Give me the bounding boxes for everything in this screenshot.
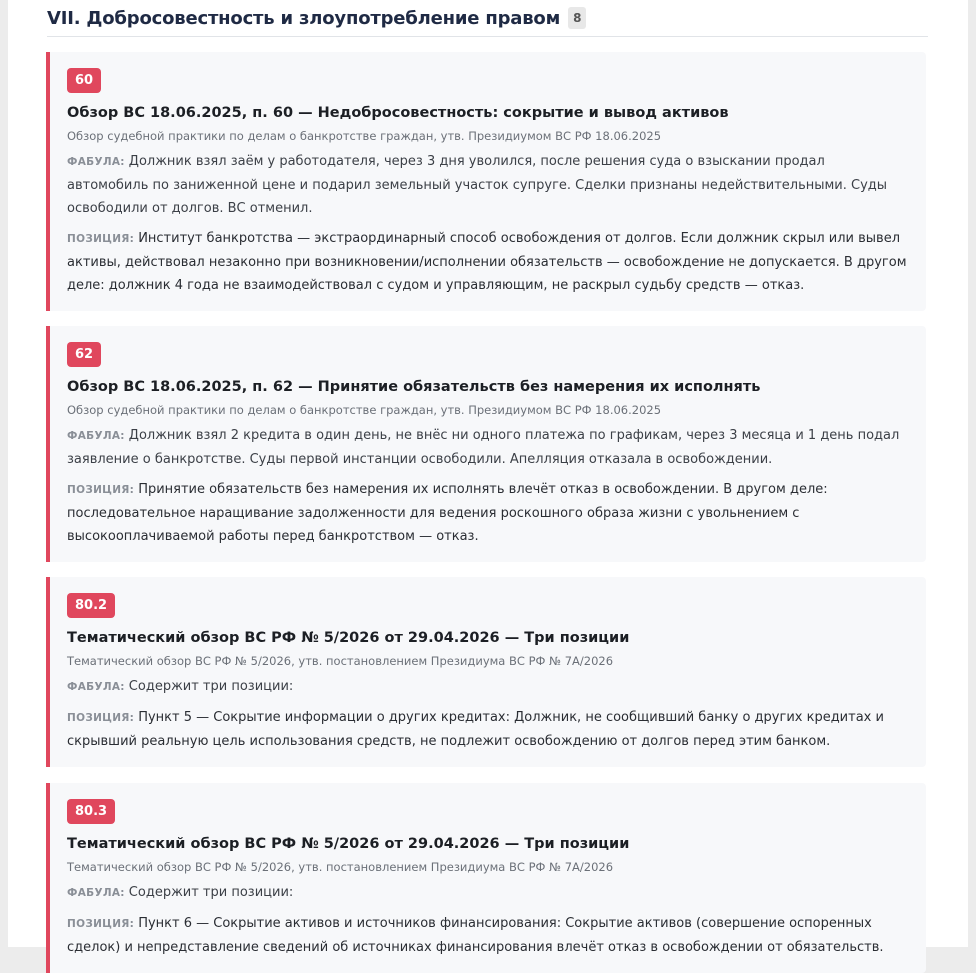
position-text: Институт банкротства — экстраординарный способ освобождения от долгов. Если должник скрыл или вывел активы, действовал незаконно при возникновении/исполнении обязательств — освобождение не допускается. В другом деле: должник 4 года не взаимодействовал с судом и управляющим, не раскрыл судьбу средств — отказ.: [67, 231, 907, 293]
case-position: [67, 706, 910, 753]
case-fabula: [67, 424, 910, 471]
position-text: Пункт 5 — Сокрытие информации о других кредитах: Должник, не сообщивший банку о других кредитах и скрывший реальную цель использования средств, не подлежит освобождению от долгов перед этим банком.: [67, 710, 884, 749]
case-fabula: [67, 150, 910, 220]
section-count-badge: 8: [568, 7, 586, 29]
position-label: ПОЗИЦИЯ:: [67, 712, 135, 724]
case-fabula: [67, 675, 910, 699]
case-fabula: [67, 881, 910, 905]
case-position: [67, 227, 910, 297]
section-header: [47, 0, 928, 37]
position-text: Принятие обязательств без намерения их исполнять влечёт отказ в освобождении. В другом деле: последовательное наращивание задолженности для ведения роскошного образа жизни с увольнением с высокооплачиваемой работы перед банкротством — отказ.: [67, 482, 828, 544]
fabula-text: Содержит три позиции:: [128, 885, 294, 900]
section-title: VII. Добросовестность и злоупотребление правом: [47, 7, 561, 29]
case-source: Тематический обзор ВС РФ № 5/2026, утв. постановлением Президиума ВС РФ № 7А/2026: [67, 860, 614, 874]
page: [8, 0, 968, 955]
position-label: ПОЗИЦИЯ:: [67, 484, 135, 496]
case-card: [46, 326, 926, 562]
case-source: Обзор судебной практики по делам о банкротстве граждан, утв. Президиумом ВС РФ 18.06.2025: [67, 403, 662, 417]
case-card: [46, 52, 926, 311]
fabula-label: ФАБУЛА:: [67, 430, 125, 442]
case-title: Тематический обзор ВС РФ № 5/2026 от 29.04.2026 — Три позиции: [67, 836, 630, 852]
case-position: [67, 912, 910, 959]
case-card: [46, 783, 926, 973]
fabula-label: ФАБУЛА:: [67, 156, 125, 168]
fabula-label: ФАБУЛА:: [67, 887, 125, 899]
fabula-label: ФАБУЛА:: [67, 681, 125, 693]
case-title: Обзор ВС 18.06.2025, п. 62 — Принятие обязательств без намерения их исполнять: [67, 379, 761, 395]
case-number-badge: 80.3: [67, 799, 115, 824]
case-number-badge: 80.2: [67, 593, 115, 618]
fabula-text: Содержит три позиции:: [128, 679, 294, 694]
case-title: Тематический обзор ВС РФ № 5/2026 от 29.04.2026 — Три позиции: [67, 630, 630, 646]
case-number-badge: 62: [67, 342, 101, 367]
case-number-badge: 60: [67, 68, 101, 93]
case-source: Тематический обзор ВС РФ № 5/2026, утв. постановлением Президиума ВС РФ № 7А/2026: [67, 654, 614, 668]
case-card: [46, 577, 926, 767]
case-position: [67, 478, 910, 548]
fabula-text: Должник взял заём у работодателя, через 3 дня уволился, после решения суда о взыскании продал автомобиль по заниженной цене и подарил земельный участок супруге. Сделки признаны недействительными. Суды освободили от долгов. ВС отменил.: [67, 154, 888, 216]
position-label: ПОЗИЦИЯ:: [67, 918, 135, 930]
position-label: ПОЗИЦИЯ:: [67, 233, 135, 245]
case-source: Обзор судебной практики по делам о банкротстве граждан, утв. Президиумом ВС РФ 18.06.2025: [67, 129, 662, 143]
case-title: Обзор ВС 18.06.2025, п. 60 — Недобросовестность: сокрытие и вывод активов: [67, 105, 729, 121]
fabula-text: Должник взял 2 кредита в один день, не внёс ни одного платежа по графикам, через 3 месяца и 1 день подал заявление о банкротстве. Суды первой инстанции освободили. Апелляция отказала в освобождении.: [67, 428, 900, 467]
position-text: Пункт 6 — Сокрытие активов и источников финансирования: Сокрытие активов (совершение оспоренных сделок) и непредставление сведений об источниках финансирования влечёт отказ в освобождении от обязательств.: [67, 916, 884, 955]
